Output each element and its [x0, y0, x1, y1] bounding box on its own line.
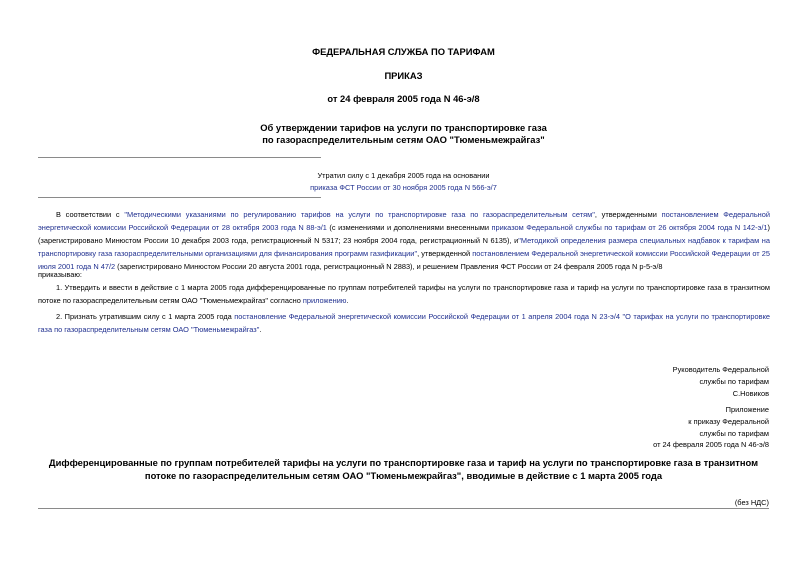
appendix-line-4: от 24 февраля 2005 года N 46-э/8: [653, 440, 769, 450]
link-fek-resolution-47[interactable]: постановлением Федеральной энергетической комиссии Российской Федерации от 25 июля 2001 года N 47/2: [38, 249, 770, 271]
order-item-2: 2. Признать утратившим силу с 1 марта 2005 года постановление Федеральной энергетической комиссии Российской Федерации от 1 апреля 2004 года N 23-э/4 "О тарифах на услуги по транспортировке газа по газораспределительным сетям ОАО "Тюменьмежрайгаз".: [38, 312, 770, 334]
document-type: ПРИКАЗ: [384, 70, 423, 81]
signature-line-2: службы по тарифам: [699, 376, 769, 386]
signature-name: С.Новиков: [732, 388, 769, 398]
signature-line-1: Руководитель Федеральной: [672, 365, 769, 374]
vat-note: (без НДС): [734, 498, 769, 507]
preamble-paragraph: В соответствии с "Методическими указаниями по регулированию тарифов на услуги по транспортировке газа по газораспределительным сетям", утвержденными постановлением Федеральной энергетической комиссии Российской Федерации от 28 октября 2003 года N 88-э/1 (с изменениями и дополнениями внесенными приказом Федеральной службы по тарифам от 26 октября 2004 года N 142-э/1) (зарегистрировано Минюстом России 10 декабря 2003 года, регистрационный N 5317; 23 ноября 2004 года, регистрационный N 6135), и"Методикой определения размера специальных надбавок к тарифам на транспортировку газа газораспределительными организациями для финансирования программ газификации", утвержденной постановлением Федеральной энергетической комиссии Российской Федерации от 25 июля 2001 года N 47/2 (зарегистрировано Минюстом России 20 августа 2001 года, регистрационный N 2883), и решением Правления ФСТ России от 24 февраля 2005 года N р-5-э/8: [38, 210, 770, 271]
order-word: приказываю:: [38, 270, 82, 279]
link-tariffs-title[interactable]: "О тарифах на услуги по транспортировке газа по газораспределительным сетям ОАО "Тюменьмежрайгаз": [38, 312, 770, 334]
document-title-line-1: Об утверждении тарифов на услуги по транспортировке газа: [260, 122, 547, 133]
appendix-line-2: к приказу Федеральной: [688, 416, 769, 426]
appendix-title: Дифференцированные по группам потребителей тарифы на услуги по транспортировке газа и тариф на услуги по транспортировке газа в транзитном потоке по газораспределительным сетям ОАО "Тюменьмежрайгаз", вводимые в действие с 1 марта 2005 года: [48, 457, 759, 481]
status-link[interactable]: приказа ФСТ России от 30 ноября 2005 года N 566-э/7: [310, 183, 497, 192]
document-date-number: от 24 февраля 2005 года N 46-э/8: [327, 93, 480, 104]
order-item-1: 1. Утвердить и ввести в действие с 1 марта 2005 года дифференцированные по группам потребителей тарифы на услуги по транспортировке газа и тариф на услуги по транспортировке газа в транзитном потоке по газораспределительным сетям ОАО "Тюменьмежрайгаз" согласно приложению.: [38, 283, 770, 305]
link-methodical-instructions[interactable]: "Методическими указаниями по регулированию тарифов на услуги по транспортировке газа по газораспределительным сетям": [124, 210, 595, 219]
appendix-header: [653, 404, 769, 451]
agency-name: ФЕДЕРАЛЬНАЯ СЛУЖБА ПО ТАРИФАМ: [312, 46, 495, 57]
appendix-line-1: Приложение: [725, 405, 769, 414]
appendix-line-3: службы по тарифам: [699, 428, 769, 438]
divider-bottom: [38, 197, 321, 198]
signature-block: [673, 364, 769, 399]
status-note: Утратил силу с 1 декабря 2005 года на основании: [317, 171, 490, 180]
link-fek-resolution-88[interactable]: постановлением Федеральной энергетической комиссии Российской Федерации от 28 октября 2003 года N 88-э/1: [38, 210, 770, 232]
link-appendix[interactable]: приложению: [302, 296, 347, 305]
link-surcharge-methodology[interactable]: "Методикой определения размера специальных надбавок к тарифам на транспортировку газа газораспределительными организациями для финансирования программ газификации": [38, 236, 770, 258]
link-fek-resolution-23[interactable]: постановление Федеральной энергетической комиссии Российской Федерации от 1 апреля 2004 года N 23-э/4: [234, 312, 620, 321]
document-title-line-2: по газораспределительным сетям ОАО "Тюменьмежрайгаз": [262, 134, 545, 145]
divider-top: [38, 157, 321, 158]
link-fst-order-142[interactable]: приказом Федеральной службы по тарифам от 26 октября 2004 года N 142-э/1: [491, 223, 768, 232]
divider-table-top: [38, 508, 769, 509]
